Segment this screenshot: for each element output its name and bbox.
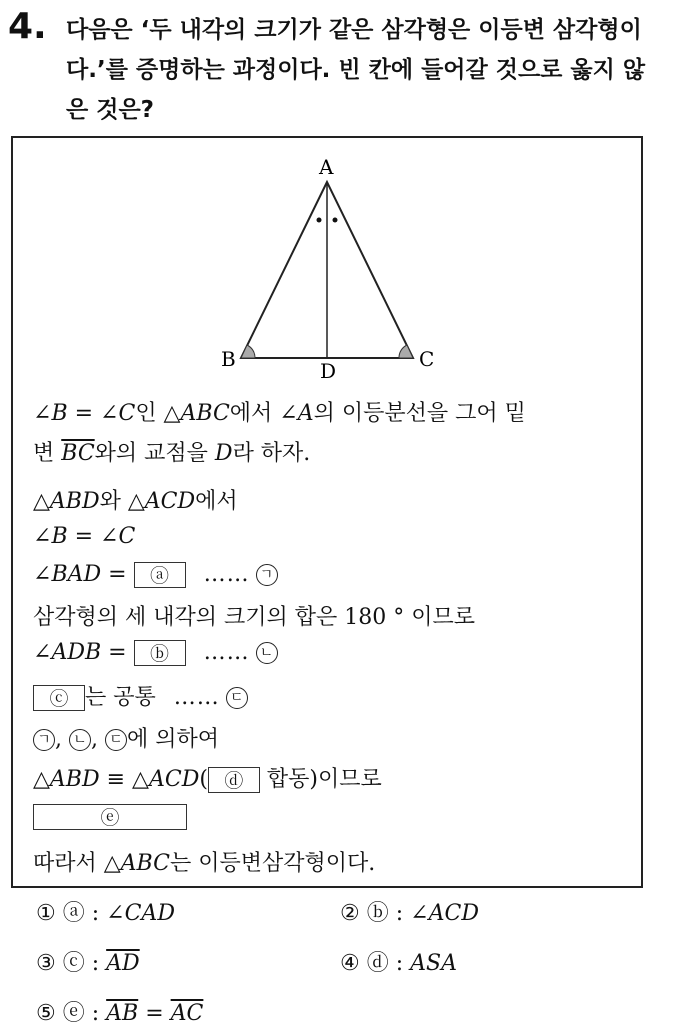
var-abc: ABC: [120, 851, 170, 876]
var-b: B: [51, 524, 68, 549]
marker-3: ㄷ: [105, 729, 127, 751]
text: 변: [33, 441, 62, 466]
var-c: C: [118, 524, 136, 549]
blank-b: ⓑ: [134, 640, 186, 666]
blank-c: ⓒ: [33, 685, 85, 711]
blank-e: ⓔ: [33, 804, 187, 830]
proof-line-3: [33, 484, 238, 515]
text: 와 △: [99, 489, 145, 514]
blank-a: ⓐ: [134, 562, 186, 588]
marker-2: ㄴ: [69, 729, 91, 751]
text: 에서: [195, 489, 238, 514]
label-d: D: [320, 359, 337, 380]
var-a: A: [297, 401, 314, 426]
text: 에서 ∠: [229, 401, 298, 426]
option-blank: ⓐ: [62, 901, 85, 926]
triangle-figure: [213, 148, 453, 380]
var-acd: ACD: [144, 489, 196, 514]
proof-line-5: [33, 562, 278, 588]
option-number: ②: [340, 901, 360, 926]
question-text: 다음은 ‘두 내각의 크기가 같은 삼각형은 이등변 삼각형이다.’를 증명하는 과정이다. 빈 칸에 들어갈 것으로 옳지 않은 것은?: [66, 17, 646, 123]
segment-bc: $\overline{BC}$: [61, 441, 95, 466]
text: 의 이등분선을 그어 밑: [313, 401, 526, 426]
var-abd: ABD: [49, 767, 100, 792]
marker-1: ㄱ: [33, 729, 55, 751]
angle-symbol: ∠: [106, 901, 125, 926]
option-value: ASA: [410, 951, 458, 976]
option-number: ⑤: [36, 1001, 56, 1026]
proof-box: [11, 136, 643, 888]
var-abd: ABD: [49, 489, 100, 514]
angle-dot-left: [317, 218, 322, 223]
option-value: ACD: [428, 901, 479, 926]
separator: ,: [91, 727, 105, 752]
question-number: 4.: [8, 6, 47, 47]
option-3[interactable]: [36, 946, 140, 977]
var-d: D: [214, 441, 233, 466]
option-blank: ⓔ: [62, 1001, 85, 1026]
text: ≡ △: [99, 767, 149, 792]
option-blank: ⓒ: [62, 951, 85, 976]
proof-line-1: [33, 396, 526, 427]
text: 에 의하여: [127, 727, 220, 752]
option-4[interactable]: [340, 946, 457, 977]
text: = ∠: [67, 401, 119, 426]
separator: :: [84, 901, 107, 926]
proof-line-8: [33, 680, 248, 711]
proof-line-10: [33, 762, 382, 793]
marker-2: ㄴ: [256, 642, 278, 664]
text: 합동)이므로: [259, 767, 382, 792]
label-c: C: [419, 347, 435, 371]
option-number: ④: [340, 951, 360, 976]
proof-line-4: [33, 524, 135, 549]
proof-line-12: [33, 846, 375, 877]
text: =: [101, 562, 134, 587]
text: 와의 교점을: [94, 441, 215, 466]
text: =: [101, 640, 134, 665]
var-abc: ABC: [180, 401, 230, 426]
var-c: C: [118, 401, 136, 426]
dots: ……: [173, 685, 220, 710]
angle-symbol: ∠: [33, 524, 52, 549]
separator: :: [84, 951, 107, 976]
angle-symbol: ∠: [410, 901, 429, 926]
option-blank: ⓓ: [366, 951, 389, 976]
option-number: ①: [36, 901, 56, 926]
triangle-symbol: △: [33, 489, 50, 514]
var-b: B: [51, 401, 68, 426]
angle-symbol: ∠: [33, 640, 52, 665]
option-value: $\overline{AD}$: [106, 951, 140, 976]
option-5[interactable]: [36, 996, 203, 1027]
label-b: B: [221, 347, 236, 371]
option-blank: ⓑ: [366, 901, 389, 926]
text: 따라서 △: [33, 851, 121, 876]
option-value-2: $\overline{AC}$: [170, 1001, 204, 1026]
option-value: $\overline{AB}$: [106, 1001, 139, 1026]
option-value: CAD: [124, 901, 175, 926]
marker-3: ㄷ: [226, 687, 248, 709]
option-1[interactable]: [36, 896, 175, 927]
separator: ,: [55, 727, 69, 752]
dots: ……: [203, 640, 250, 665]
separator: :: [84, 1001, 107, 1026]
triangle-symbol: △: [33, 767, 50, 792]
proof-line-9: [33, 722, 219, 753]
text: 는 공통: [85, 685, 156, 710]
equals-sign: =: [138, 1001, 171, 1026]
proof-line-7: [33, 640, 278, 666]
marker-1: ㄱ: [256, 564, 278, 586]
blank-d: ⓓ: [208, 767, 260, 793]
proof-line-6: 삼각형의 세 내각의 크기의 합은 180 ° 이므로: [33, 605, 475, 630]
label-a: A: [319, 155, 334, 179]
separator: :: [388, 951, 411, 976]
var-bad: BAD: [51, 562, 102, 587]
text: 라 하자.: [232, 441, 311, 466]
dots: ……: [203, 562, 250, 587]
option-2[interactable]: [340, 896, 479, 927]
separator: :: [388, 901, 411, 926]
var-acd: ACD: [148, 767, 200, 792]
option-number: ③: [36, 951, 56, 976]
angle-symbol: ∠: [33, 562, 52, 587]
proof-line-11: [33, 804, 187, 830]
text: = ∠: [67, 524, 119, 549]
angle-dot-right: [333, 218, 338, 223]
text: 는 이등변삼각형이다.: [169, 851, 376, 876]
angle-symbol: ∠: [33, 401, 52, 426]
text: (: [199, 767, 208, 792]
proof-line-2: [33, 436, 310, 467]
var-adb: ADB: [51, 640, 102, 665]
text: 인 △: [135, 401, 181, 426]
